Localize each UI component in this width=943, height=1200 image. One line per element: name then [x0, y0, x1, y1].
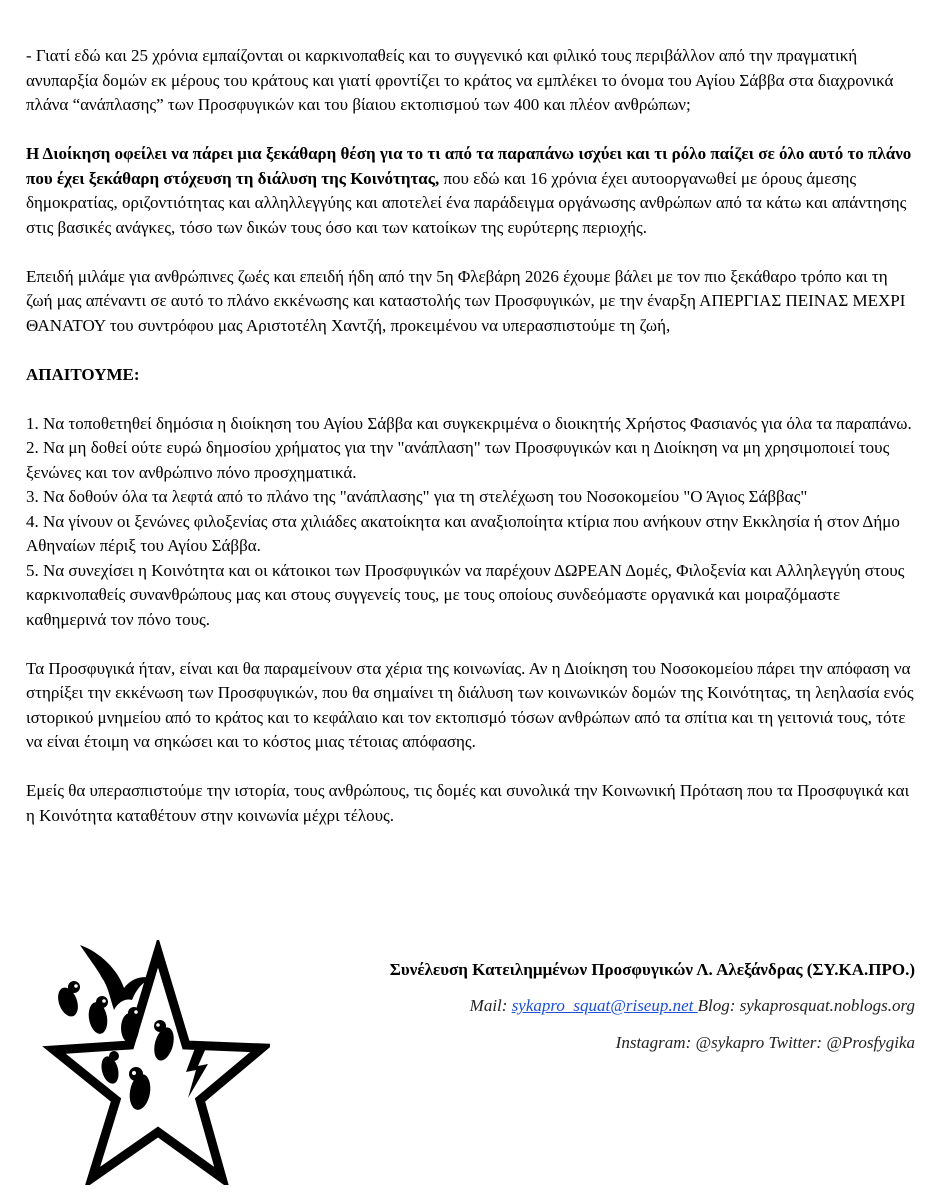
- signature-block: [275, 958, 915, 1055]
- demand-item: 3. Να δοθούν όλα τα λεφτά από το πλάνο της "ανάπλασης" για τη στελέχωση του Νοσοκομείου "Ο Άγιος Σάββας": [26, 487, 808, 506]
- social-line: Instagram: @sykapro Twitter: @Prosfygika: [615, 1033, 915, 1052]
- star-with-birds-logo: [40, 940, 270, 1185]
- paragraph-administration-rest: που εδώ και 16 χρόνια έχει αυτοοργανωθεί με όρους άμεσης δημοκρατίας, οριζοντιότητας και αλληλλεγγύης και αποτελεί ένα παράδειγμα οργάνωσης ανθρώπων από τα κάτω και απάντησης στις βασικές ανάγκες, τόσο των δικών τους όσο και των κατοίκων της ευρύτερης περιοχής.: [26, 168, 907, 237]
- contact-line: [275, 994, 915, 1018]
- organization-name: Συνέλευση Κατειλημμένων Προσφυγικών Λ. Αλεξάνδρας (ΣΥ.ΚΑ.ΠΡΟ.): [389, 960, 915, 979]
- paragraph-society: Τα Προσφυγικά ήταν, είναι και θα παραμείνουν στα χέρια της κοινωνίας. Αν η Διοίκηση του Νοσοκομείου πάρει την απόφαση να στηρίξει την εκκένωση των Προσφυγικών, που θα σημαίνει τη διάλυση των κοινωνικών δομών της Κοινότητας, τη λεηλασία ενός ιστορικού μνημείου από το κράτος και το κεφάλαιο και τον εκτοπισμό τόσων ανθρώπων από τα σπίτια και τη γειτονιά τους, τότε να είναι έτοιμη να σηκώσει και το κόστος μιας τέτοιας απόφασης.: [26, 658, 914, 751]
- paragraph-administration-bold: Η Διοίκηση οφείλει να πάρει μια ξεκάθαρη θέση για το τι από τα παραπάνω ισχύει και τι ρόλο παίζει σε όλο αυτό το πλάνο που έχει ξεκάθαρη στόχευση τη διάλυση της Κοινότητας,: [26, 144, 912, 188]
- demands-heading: ΑΠΑΙΤΟΥΜΕ:: [26, 364, 140, 384]
- paragraph-hunger-strike: Επειδή μιλάμε για ανθρώπινες ζωές και επειδή ήδη από την 5η Φλεβάρη 2026 έχουμε βάλει με τον πιο ξεκάθαρο τρόπο και τη ζωή μας απέναντι σε αυτό το πλάνο εκκένωσης και καταστολής των Προσφυγικών, με την έναρξη ΑΠΕΡΓΙΑΣ ΠΕΙΝΑΣ ΜΕΧΡΙ ΘΑΝΑΤΟΥ του συντρόφου μας Αριστοτέλη Χαντζή, προκειμένου να υπερασπιστούμε τη ζωή,: [26, 266, 906, 335]
- demand-item: 1. Να τοποθετηθεί δημόσια η διοίκηση του Αγίου Σάββα και συγκεκριμένα ο διοικητής Χρήστος Φασιανός για όλα τα παραπάνω.: [26, 413, 912, 433]
- demand-item: 5. Να συνεχίσει η Κοινότητα και οι κάτοικοι των Προσφυγικών να παρέχουν ΔΩΡΕΑΝ Δομές, Φιλοξενία και Αλληλεγγύη στους καρκινοπαθείς συνανθρώπους μας και στους συγγενείς τους, με τους οποίους συνδεόμαστε οργανικά και μοιραζόμαστε καθημερινά τον πόνο τους.: [26, 560, 905, 629]
- mail-label: Mail:: [469, 996, 512, 1015]
- blog-text: Blog: sykaprosquat.noblogs.org: [697, 996, 915, 1015]
- mail-link[interactable]: sykapro_squat@riseup.net: [511, 996, 698, 1015]
- paragraph-closing: Εμείς θα υπερασπιστούμε την ιστορία, τους ανθρώπους, τις δομές και συνολικά την Κοινωνική Πρόταση που τα Προσφυγικά και η Κοινότητα καταθέτουν στην κοινωνία μέχρι τέλους.: [26, 781, 910, 825]
- paragraph-administration: [26, 142, 916, 240]
- demand-item: 4. Να γίνουν οι ξενώνες φιλοξενίας στα χιλιάδες ακατοίκητα και αναξιοποίητα κτίρια που ανήκουν στην Εκκλησία ή στον Δήμο Αθηναίων πέριξ του Αγίου Σάββα.: [26, 511, 900, 555]
- paragraph-question: - Γιατί εδώ και 25 χρόνια εμπαίζονται οι καρκινοπαθείς και το συγγενικό και φιλικό τους περιβάλλον από την πραγματική ανυπαρξία δομών εκ μέρους του κράτους και γιατί φροντίζει το κράτος να εμπλέκει το όνομα του Αγίου Σάββα στα διαχρονικά πλάνα “ανάπλασης” των Προσφυγικών και του βίαιου εκτοπισμού των 400 και πλέον ανθρώπων;: [26, 46, 894, 114]
- document-body: [26, 44, 916, 828]
- demands-list: [26, 412, 916, 633]
- demand-item: 2. Να μη δοθεί ούτε ευρώ δημοσίου χρήματος για την "ανάπλαση" των Προσφυγικών και η Διοίκηση να μη χρησιμοποιεί τους ξενώνες και τον ανθρώπινο πόνο προσχηματικά.: [26, 438, 890, 482]
